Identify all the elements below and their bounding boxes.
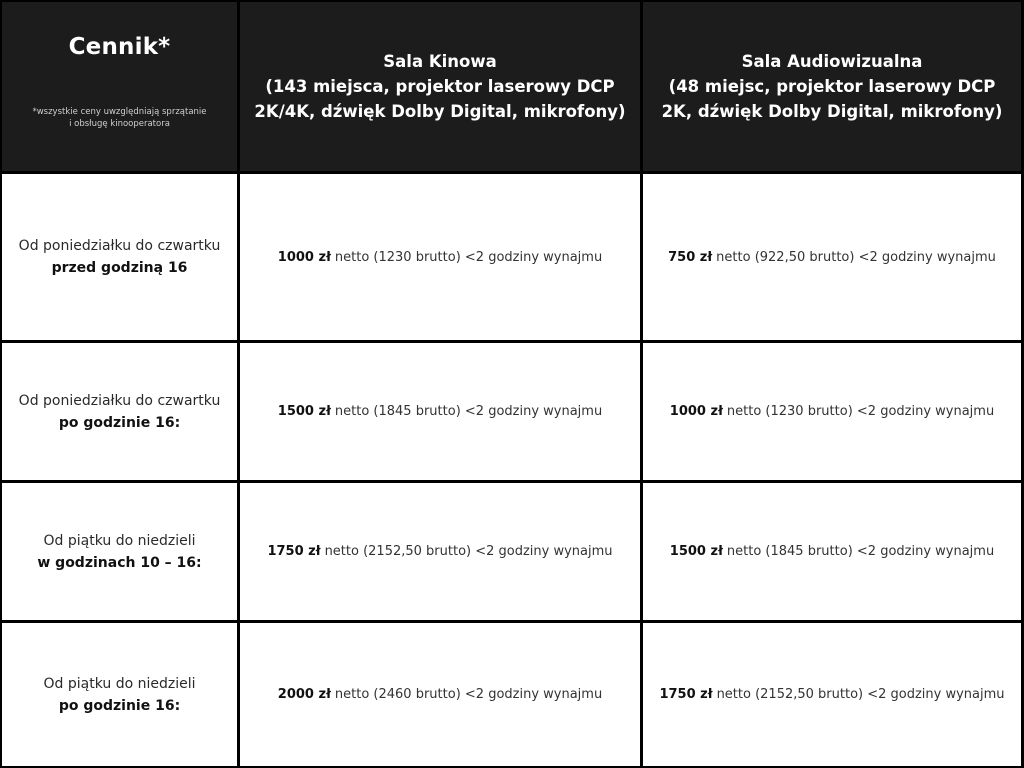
row-label-text: Od poniedziałku do czwartku [18, 392, 221, 409]
price-details: netto (922,50 brutto) <2 godziny wynajmu [716, 249, 996, 265]
price-details: netto (1230 brutto) <2 godziny wynajmu [726, 404, 995, 419]
price-cell [643, 343, 1021, 480]
price-cell [240, 483, 640, 620]
column-header-name: Sala Kinowa [383, 52, 497, 71]
row-label-text: Od poniedziałku do czwartku [18, 238, 221, 254]
price-amount: 1500 zł [669, 544, 723, 559]
price-cell [643, 483, 1021, 620]
row-label-text: Od piątku do niedzieli [43, 675, 196, 692]
price-amount: 1000 zł [277, 249, 331, 265]
price-amount: 1750 zł [659, 687, 713, 702]
price-amount: 750 zł [668, 249, 713, 265]
column-header-sala-kinowa [240, 2, 640, 171]
row-label [2, 343, 237, 480]
price-details: netto (1845 brutto) <2 godziny wynajmu [334, 404, 603, 419]
price-amount: 1500 zł [277, 404, 331, 419]
price-amount: 1750 zł [267, 544, 321, 559]
price-cell [643, 174, 1021, 340]
price-list-footnote: *wszystkie ceny uwzględniają sprzątanie i obsługę kinooperatora [32, 107, 207, 129]
price-details: netto (2460 brutto) <2 godziny wynajmu [334, 687, 603, 702]
price-cell [643, 623, 1021, 766]
row-label [2, 483, 237, 620]
price-cell [240, 343, 640, 480]
column-header-details: (48 miejsc, projektor laserowy DCP 2K, dźwięk Dolby Digital, mikrofony) [661, 77, 1003, 121]
price-cell [240, 174, 640, 340]
row-label-text: Od piątku do niedzieli [43, 532, 196, 549]
column-header-details: (143 miejsca, projektor laserowy DCP 2K/4K, dźwięk Dolby Digital, mikrofony) [254, 77, 626, 121]
price-amount: 2000 zł [277, 687, 331, 702]
price-details: netto (2152,50 brutto) <2 godziny wynajmu [324, 544, 613, 559]
price-details: netto (2152,50 brutto) <2 godziny wynajmu [716, 687, 1005, 702]
column-header-name: Sala Audiowizualna [741, 52, 923, 71]
price-amount: 1000 zł [669, 404, 723, 419]
price-cell [240, 623, 640, 766]
price-list-title: Cennik* [68, 34, 171, 60]
row-label-time: po godzinie 16: [58, 414, 181, 431]
row-label-time: po godzinie 16: [58, 697, 181, 714]
column-header-sala-audiowizualna [643, 2, 1021, 171]
row-label-time: w godzinach 10 – 16: [37, 554, 202, 571]
row-label-time: przed godziną 16 [51, 260, 188, 276]
row-label [2, 623, 237, 766]
price-details: netto (1230 brutto) <2 godziny wynajmu [334, 249, 603, 265]
row-label [2, 174, 237, 340]
price-details: netto (1845 brutto) <2 godziny wynajmu [726, 544, 995, 559]
table-corner-header [2, 2, 237, 171]
